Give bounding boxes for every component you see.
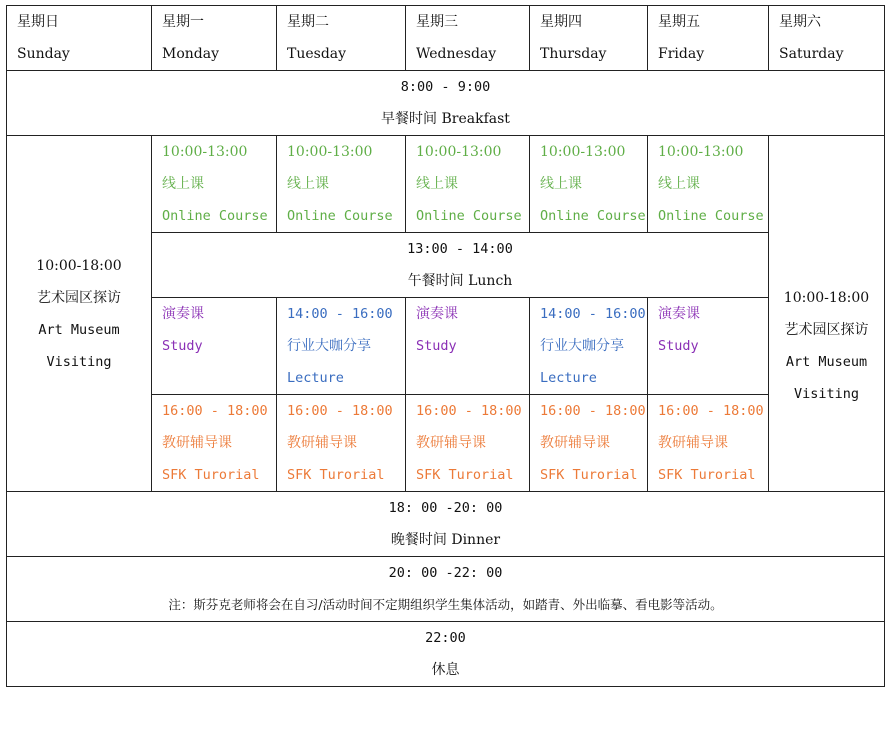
course-time: 10:00-13:00 (416, 144, 502, 160)
lecture-en: Lecture (287, 370, 344, 386)
tutorial-tuesday (277, 395, 406, 492)
day-cn: 星期四 (540, 14, 582, 30)
header-row (7, 6, 885, 71)
tutorial-en: SFK Turorial (658, 467, 756, 483)
tutorial-time: 16:00 - 18:00 (658, 403, 764, 419)
tutorial-monday (152, 395, 277, 492)
day-en: Thursday (540, 46, 607, 62)
lecture-time: 14:00 - 16:00 (540, 306, 646, 322)
tutorial-cn: 教研辅导课 (162, 435, 232, 451)
course-cn: 线上课 (287, 176, 329, 192)
study-en: Study (658, 338, 699, 354)
visit-en: Art Museum (38, 321, 120, 338)
activity-note: 注：斯芬克老师将会在自习/活动时间不定期组织学生集体活动，如踏青、外出临摹、看电影等活动。 (168, 597, 723, 612)
visit-cn: 艺术园区探访 (784, 321, 869, 338)
course-time: 10:00-13:00 (287, 144, 373, 160)
activity-cell (7, 557, 885, 622)
header-monday (152, 6, 277, 71)
day-en: Sunday (17, 46, 70, 62)
study-wednesday (406, 298, 530, 395)
lecture-time: 14:00 - 16:00 (287, 306, 393, 322)
lecture-en: Lecture (540, 370, 597, 386)
course-en: Online Course (162, 208, 268, 224)
day-en: Saturday (779, 46, 844, 62)
tutorial-en: SFK Turorial (540, 467, 638, 483)
lunch-label: 午餐时间 Lunch (407, 273, 513, 289)
online-course-friday (648, 136, 769, 233)
visit-en: Art Museum (785, 353, 868, 370)
study-cn: 演奏课 (416, 306, 458, 322)
tutorial-time: 16:00 - 18:00 (416, 403, 522, 419)
visit-time: 10:00-18:00 (36, 257, 122, 274)
dinner-label: 晚餐时间 Dinner (390, 532, 501, 548)
visit-cn: 艺术园区探访 (37, 289, 121, 306)
tutorial-en: SFK Turorial (162, 467, 260, 483)
course-time: 10:00-13:00 (162, 144, 248, 160)
visit-time: 10:00-18:00 (783, 289, 870, 306)
visit-en: Visiting (46, 353, 112, 370)
day-en: Monday (162, 46, 219, 62)
course-en: Online Course (287, 208, 393, 224)
day-en: Friday (658, 46, 705, 62)
breakfast-cell (7, 71, 885, 136)
day-cn: 星期三 (416, 14, 458, 30)
lunch-time: 13:00 - 14:00 (407, 241, 513, 257)
course-cn: 线上课 (540, 176, 582, 192)
header-thursday (530, 6, 648, 71)
lunch-cell (152, 233, 769, 298)
header-friday (648, 6, 769, 71)
tutorial-en: SFK Turorial (287, 467, 385, 483)
schedule-table (6, 5, 885, 687)
course-cn: 线上课 (162, 176, 204, 192)
header-wednesday (406, 6, 530, 71)
day-en: Wednesday (416, 46, 497, 62)
dinner-cell (7, 492, 885, 557)
tutorial-friday (648, 395, 769, 492)
study-en: Study (416, 338, 457, 354)
tutorial-time: 16:00 - 18:00 (162, 403, 268, 419)
activity-time: 20: 00 -22: 00 (388, 565, 503, 581)
tutorial-wednesday (406, 395, 530, 492)
course-en: Online Course (658, 208, 764, 224)
tutorial-cn: 教研辅导课 (658, 435, 728, 451)
online-course-monday (152, 136, 277, 233)
rest-label: 休息 (431, 662, 460, 678)
lecture-cn: 行业大咖分享 (540, 338, 624, 354)
tutorial-cn: 教研辅导课 (416, 435, 486, 451)
online-course-tuesday (277, 136, 406, 233)
activity-row (7, 557, 885, 622)
breakfast-time: 8:00 - 9:00 (400, 79, 491, 95)
lecture-tuesday (277, 298, 406, 395)
dinner-row (7, 492, 885, 557)
morning-row (7, 136, 885, 233)
day-cn: 星期二 (287, 14, 329, 30)
header-sunday (7, 6, 152, 71)
study-cn: 演奏课 (162, 306, 204, 322)
tutorial-cn: 教研辅导课 (540, 435, 610, 451)
lecture-cn: 行业大咖分享 (287, 338, 371, 354)
tutorial-en: SFK Turorial (416, 467, 514, 483)
day-cn: 星期日 (17, 14, 59, 30)
day-cn: 星期六 (779, 14, 821, 30)
breakfast-row (7, 71, 885, 136)
study-friday (648, 298, 769, 395)
header-tuesday (277, 6, 406, 71)
course-cn: 线上课 (658, 176, 700, 192)
study-monday (152, 298, 277, 395)
online-course-wednesday (406, 136, 530, 233)
study-en: Study (162, 338, 203, 354)
day-en: Tuesday (287, 46, 347, 62)
rest-time: 22:00 (425, 630, 466, 646)
day-cn: 星期五 (658, 14, 700, 30)
saturday-visit-cell (769, 136, 885, 492)
course-time: 10:00-13:00 (658, 144, 744, 160)
tutorial-time: 16:00 - 18:00 (540, 403, 646, 419)
day-cn: 星期一 (162, 14, 204, 30)
course-en: Online Course (540, 208, 646, 224)
dinner-time: 18: 00 -20: 00 (388, 500, 503, 516)
rest-cell (7, 622, 885, 687)
tutorial-time: 16:00 - 18:00 (287, 403, 393, 419)
online-course-thursday (530, 136, 648, 233)
course-cn: 线上课 (416, 176, 458, 192)
breakfast-label: 早餐时间 Breakfast (381, 111, 510, 127)
rest-row (7, 622, 885, 687)
lecture-thursday (530, 298, 648, 395)
course-en: Online Course (416, 208, 522, 224)
tutorial-thursday (530, 395, 648, 492)
visit-en: Visiting (793, 385, 860, 402)
header-saturday (769, 6, 885, 71)
tutorial-cn: 教研辅导课 (287, 435, 357, 451)
sunday-visit-cell (7, 136, 152, 492)
study-cn: 演奏课 (658, 306, 700, 322)
course-time: 10:00-13:00 (540, 144, 626, 160)
